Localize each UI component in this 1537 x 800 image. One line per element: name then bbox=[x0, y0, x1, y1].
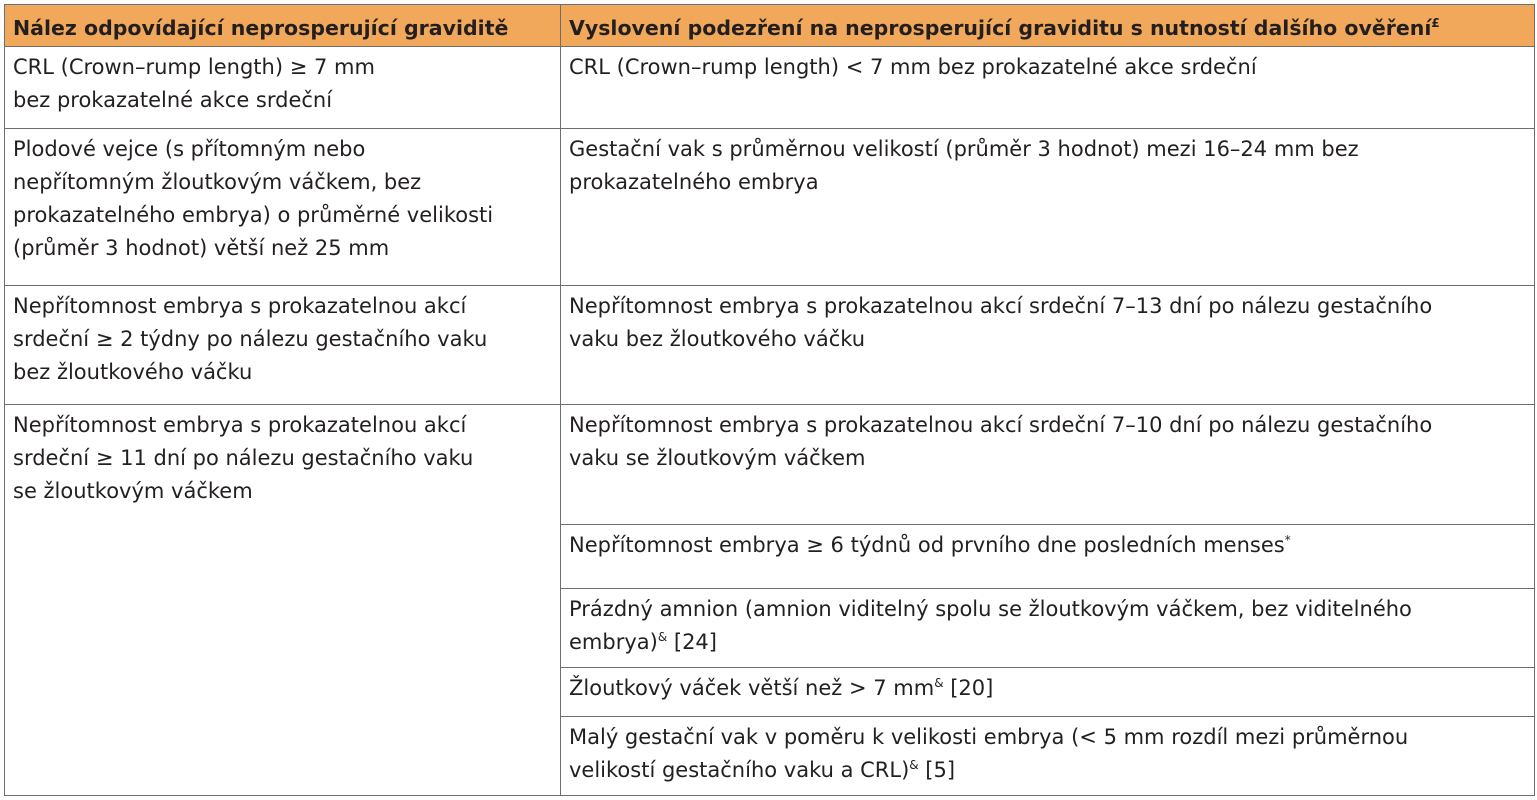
footnote-mark: & bbox=[657, 629, 668, 644]
table-row bbox=[5, 286, 1535, 405]
reference: [24] bbox=[667, 629, 717, 654]
table-cell: Nepřítomnost embrya s prokazatelnou akcí srdeční 7–10 dní po nálezu gestačního vaku se žloutkovým váčkem bbox=[561, 404, 1535, 524]
table-cell: CRL (Crown–rump length) < 7 mm bez prokazatelné akce srdeční bbox=[561, 47, 1535, 129]
table-cell: Plodové vejce (s přítomným nebo nepřítomným žloutkovým váčkem, bez prokazatelného embrya) o průměrné velikosti (průměr 3 hodnot) větší než 25 mm bbox=[5, 128, 561, 286]
table-cell bbox=[561, 588, 1535, 667]
table-header-row bbox=[5, 5, 1535, 47]
table-cell: Gestační vak s průměrnou velikostí (průměr 3 hodnot) mezi 16–24 mm bez prokazatelného embrya bbox=[561, 128, 1535, 286]
footnote-mark: * bbox=[1284, 533, 1291, 547]
header-footnote-mark: £ bbox=[1431, 16, 1440, 31]
table-cell: Nepřítomnost embrya s prokazatelnou akcí srdeční ≥ 11 dní po nálezu gestačního vaku se žloutkovým váčkem bbox=[5, 404, 561, 795]
table-cell: Nepřítomnost embrya s prokazatelnou akcí srdeční ≥ 2 týdny po nálezu gestačního vaku bez žloutkového váčku bbox=[5, 286, 561, 405]
table-cell bbox=[561, 716, 1535, 795]
table-cell: CRL (Crown–rump length) ≥ 7 mm bez prokazatelné akce srdeční bbox=[5, 47, 561, 129]
reference: [5] bbox=[918, 757, 956, 782]
table-row bbox=[5, 47, 1535, 129]
table-cell bbox=[561, 668, 1535, 716]
header-nonviable-findings: Nález odpovídající neprosperující graviditě bbox=[5, 5, 561, 47]
cell-text: Žloutkový váček větší než > 7 mm bbox=[569, 676, 935, 701]
header-suspicion-findings bbox=[561, 5, 1535, 47]
footnote-mark: & bbox=[934, 676, 944, 691]
cell-text: Prázdný amnion (amnion viditelný spolu se žloutkovým váčkem, bez viditelného embrya) bbox=[569, 596, 1412, 654]
nonviable-pregnancy-criteria-table bbox=[4, 4, 1535, 796]
cell-text: Nepřítomnost embrya ≥ 6 týdnů od prvního dne posledních menses bbox=[569, 533, 1285, 557]
footnote-mark: & bbox=[909, 757, 919, 772]
table-row bbox=[5, 128, 1535, 286]
header-suspicion-text: Vyslovení podezření na neprosperující graviditu s nutností dalšího ověření bbox=[569, 16, 1432, 40]
cell-text: Malý gestační vak v poměru k velikosti embrya (< 5 mm rozdíl mezi průměrnou velikostí gestačního vaku a CRL) bbox=[569, 724, 1409, 782]
table-cell: Nepřítomnost embrya s prokazatelnou akcí srdeční 7–13 dní po nálezu gestačního vaku bez žloutkového váčku bbox=[561, 286, 1535, 405]
table-cell bbox=[561, 525, 1535, 589]
table-row bbox=[5, 404, 1535, 524]
reference: [20] bbox=[943, 676, 994, 701]
